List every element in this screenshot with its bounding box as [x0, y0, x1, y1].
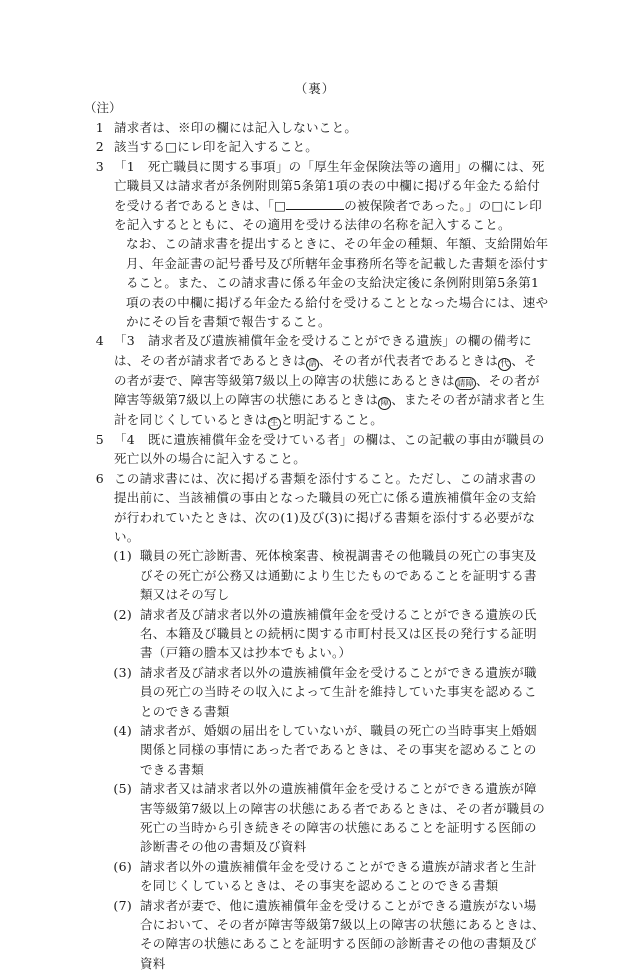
sub-item-number: (3) — [113, 664, 132, 680]
sub-item-text: 請求者が妻で、他に遺族補償年金を受けることができる遺族がない場合において、その者が障害等級第7級以上の障害の状態にあるときは、その障害の状態にあることを証明する医師の診断書その他の書類及び資料 — [140, 897, 545, 971]
sub-item-number: (1) — [113, 548, 132, 564]
note-text-part: の被保険者であった。」の□にレ印を記入するとともに、その適用を受ける法律の名称を記入すること。 — [114, 197, 543, 233]
note-item — [84, 331, 549, 429]
circled-seal-mark: 請障 — [456, 378, 474, 389]
note-paragraph-text: なお、この請求書を提出するときに、その年金の種類、年額、支給開始年月、年金証書の記号番号及び所轄年金事務所名等を記載した書類を添付すること。また、この請求書に係る年金の支給決定後に条例附則第5条第1項の表の中欄に掲げる年金たる給付を受けることとなった場合には、速やかにその旨を書類で報告すること。 — [126, 236, 549, 330]
sub-item-text: 請求者及び請求者以外の遺族補償年金を受けることができる遺族が職員の死亡の当時その収入によって生計を維持していた事実を認めることのできる書類 — [140, 664, 537, 719]
sub-item-number: (2) — [113, 606, 132, 622]
note-number: 4 — [95, 333, 104, 349]
note-text: 「4 既に遺族補償年金を受けている者」の欄は、この記載の事由が職員の死亡以外の場合に記入すること。 — [114, 431, 545, 467]
sub-item-number: (7) — [113, 897, 132, 913]
note-text — [114, 331, 549, 429]
note-text-part: 「1 死亡職員に関する事項」の「厚生年金保険法等の適用」の欄には、死亡職員又は請求者が条例附則第5条第1項の表の中欄に掲げる年金たる給付を受ける者であるときは、「□ — [114, 158, 545, 213]
circled-seal-mark: 代 — [498, 358, 511, 371]
sub-item — [84, 857, 549, 896]
sub-item — [84, 721, 549, 779]
sub-item-number: (6) — [113, 858, 132, 874]
sub-item-text: 請求者及び請求者以外の遺族補償年金を受けることができる遺族の氏名、本籍及び職員との続柄に関する市町村長又は区長の発行する証明書（戸籍の謄本又は抄本でもよい。） — [140, 606, 537, 661]
note-item — [84, 430, 549, 469]
sub-item-text: 請求者以外の遺族補償年金を受けることができる遺族が請求者と生計を同じくしているときは、その事実を認めることのできる書類 — [140, 858, 537, 894]
note-item — [84, 157, 549, 235]
sub-item-text: 請求者が、婚姻の届出をしていないが、職員の死亡の当時事実上婚姻関係と同様の事情にあった者であるときは、その事実を認めることのできる書類 — [140, 722, 537, 777]
sub-item — [84, 896, 549, 973]
circled-seal-mark: 請 — [306, 358, 319, 371]
note-text — [114, 157, 549, 235]
note-item — [84, 469, 549, 547]
sub-item — [84, 779, 549, 857]
note-paragraph — [84, 234, 549, 331]
note-text-part: 、その者が障害等級第7級以上の障害の状態にあるときは — [114, 372, 540, 408]
note-text: この請求書には、次に掲げる書類を添付すること。ただし、この請求書の提出前に、当該補償の事由となった職員の死亡に係る遺族補償年金の支給が行われていたときは、次の(1)及び(3)に掲げる書類を添付する必要がない。 — [114, 470, 537, 544]
notes-heading: （注） — [84, 100, 122, 115]
blank-line — [286, 198, 344, 210]
note-text-part: 、その者が妻で、障害等級第7級以上の障害の状態にあるときは — [114, 352, 537, 388]
sub-item-number: (5) — [113, 781, 132, 797]
circled-seal-mark: 生 — [268, 417, 281, 430]
note-number: 6 — [95, 470, 104, 486]
note-number: 2 — [95, 139, 104, 155]
sub-item — [84, 605, 549, 663]
note-item — [84, 118, 549, 137]
note-number: 1 — [95, 120, 104, 135]
sub-item-number: (4) — [113, 722, 132, 738]
sub-item — [84, 546, 549, 604]
note-text: 請求者は、※印の欄には記入しないこと。 — [114, 120, 358, 135]
note-number: 5 — [95, 431, 104, 447]
sub-item-text: 請求者又は請求者以外の遺族補償年金を受けることができる遺族が障害等級第7級以上の障害の状態にある者であるときは、その者が職員の死亡の当時から引き続きその障害の状態にあることを証明する医師の診断書その他の書類及び資料 — [140, 781, 546, 855]
note-number: 3 — [95, 158, 104, 174]
notes-body — [84, 118, 549, 973]
page-side-label: （裏） — [294, 81, 336, 96]
note-text-part: 「3 請求者及び遺族補償年金を受けることができる遺族」の欄の備考には、その者が請求者であるときは — [114, 333, 532, 368]
sub-item-text: 職員の死亡診断書、死体検案書、検視調書その他職員の死亡の事実及びその死亡が公務又は通勤により生じたものであることを証明する書類又はその写し — [140, 548, 537, 603]
circled-seal-mark: 障 — [378, 397, 391, 410]
note-item — [84, 137, 549, 156]
sub-item — [84, 663, 549, 721]
note-text: 該当する□にレ印を記入すること。 — [114, 139, 319, 155]
note-text-part: 、その者が代表者であるときは — [319, 352, 499, 368]
note-text-part: と明記すること。 — [280, 412, 384, 428]
note-text-part: 、またその者が請求者と生計を同じくしているときは — [114, 392, 545, 428]
